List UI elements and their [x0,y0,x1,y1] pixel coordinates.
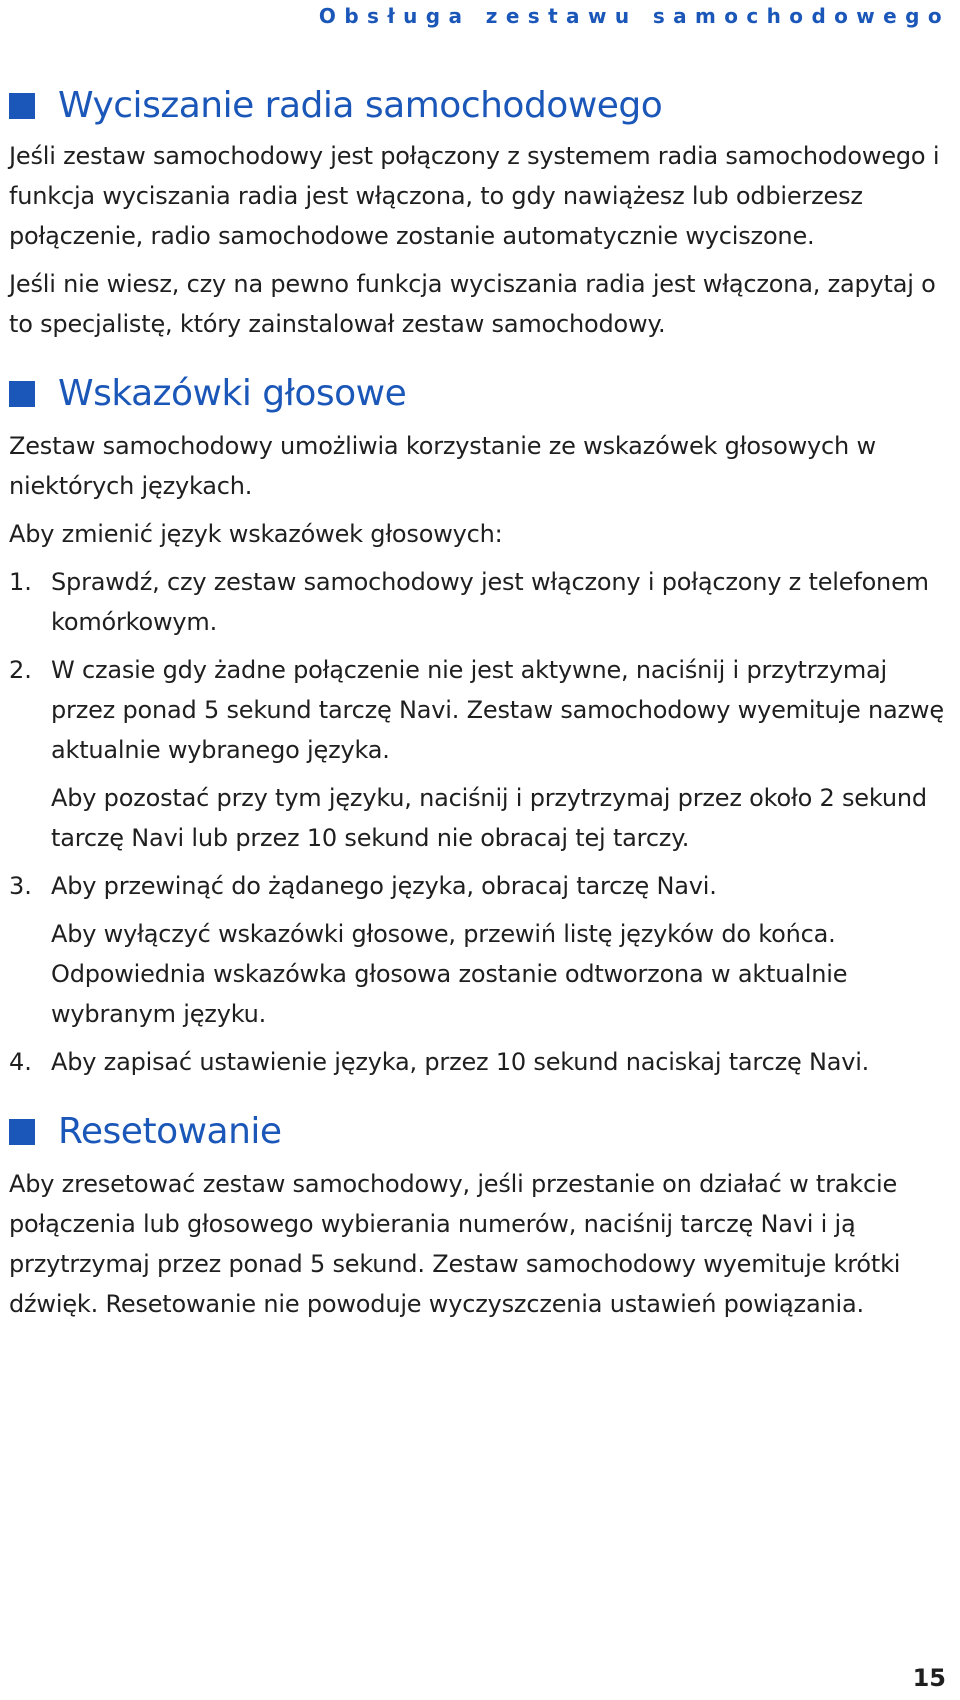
step-item [9,1042,951,1082]
section-title-voice-prompts [9,372,951,416]
step-text: Aby pozostać przy tym języku, naciśnij i przytrzymaj przez około 2 sekund tarczę Navi lub przez 10 sekund nie obracaj tej tarczy. [51,784,927,852]
paragraph: Jeśli nie wiesz, czy na pewno funkcja wyciszania radia jest włączona, zapytaj o to specjalistę, który zainstalował zestaw samochodowy. [9,270,936,338]
running-header: Obsługa zestawu samochodowego [318,4,950,28]
section-title-text: Wyciszanie radia samochodowego [58,85,663,126]
section-bullet-square-icon [9,381,35,407]
step-number: 3. [9,872,32,900]
section-title-text: Wskazówki głosowe [58,373,407,414]
step-text: Aby zapisać ustawienie języka, przez 10 sekund naciskaj tarczę Navi. [51,1048,870,1076]
step-number: 1. [9,568,32,596]
section-title-reset [9,1110,951,1154]
paragraph: Aby zresetować zestaw samochodowy, jeśli przestanie on działać w trakcie połączenia lub głosowego wybierania numerów, naciśnij tarczę Navi i ją przytrzymaj przez ponad 5 sekund. Zestaw samochodowy wyemituje krótki dźwięk. Resetowanie nie powoduje wyczyszczenia ustawień powiązania. [9,1170,901,1318]
step-text: Aby wyłączyć wskazówki głosowe, przewiń listę języków do końca. Odpowiednia wskazówka głosowa zostanie odtworzona w aktualnie wybranym języku. [51,920,848,1028]
paragraph: Jeśli zestaw samochodowy jest połączony z systemem radia samochodowego i funkcja wyciszania radia jest włączona, to gdy nawiążesz lub odbierzesz połączenie, radio samochodowe zostanie automatycznie wyciszone. [9,142,940,250]
section-voice-prompts [9,372,951,1082]
paragraph: Aby zmienić język wskazówek głosowych: [9,520,503,548]
step-item [9,650,951,858]
paragraph: Zestaw samochodowy umożliwia korzystanie ze wskazówek głosowych w niektórych językach. [9,432,876,500]
section-bullet-square-icon [9,93,35,119]
step-item [9,562,951,642]
step-text: Aby przewinąć do żądanego języka, obracaj tarczę Navi. [51,872,717,900]
section-title-radio-mute [9,84,951,128]
section-bullet-square-icon [9,1119,35,1145]
section-reset [9,1110,951,1324]
step-number: 2. [9,656,32,684]
steps-list [9,562,951,1082]
step-text: Sprawdź, czy zestaw samochodowy jest włączony i połączony z telefonem komórkowym. [51,568,929,636]
step-text: W czasie gdy żadne połączenie nie jest aktywne, naciśnij i przytrzymaj przez ponad 5 sekund tarczę Navi. Zestaw samochodowy wyemituje nazwę aktualnie wybranego języka. [51,656,944,764]
step-number: 4. [9,1048,32,1076]
step-item [9,866,951,1034]
page-content [9,84,951,1324]
section-radio-mute [9,84,951,344]
page-number: 15 [912,1664,946,1692]
section-title-text: Resetowanie [58,1111,282,1152]
